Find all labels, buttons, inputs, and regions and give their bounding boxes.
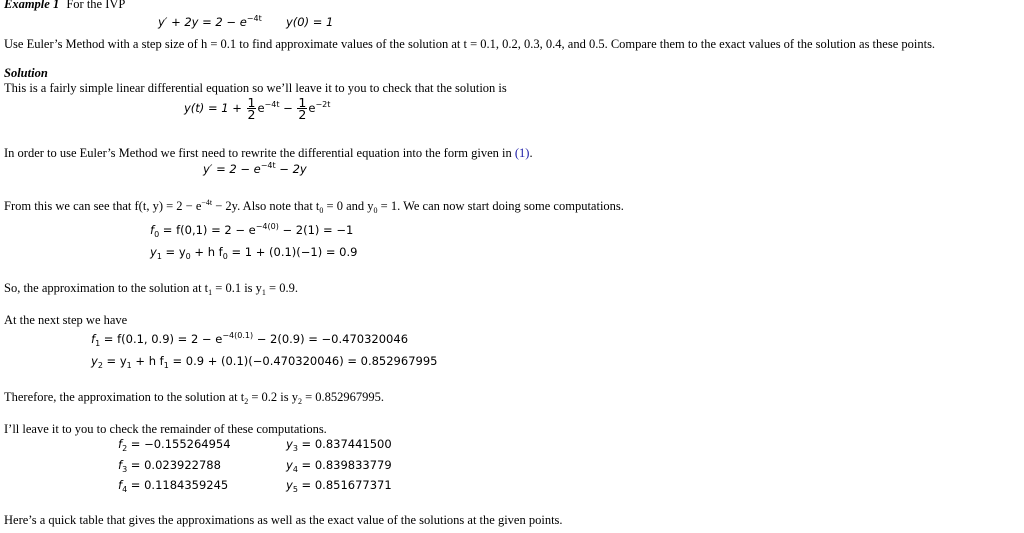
example-heading [4,0,125,11]
solution-paragraph-1: This is a fairly simple linear differential equation so we’ll leave it to you to check that the solution is [4,81,507,95]
remainder-f-row: $f_3 = 0.023922788$ [118,458,221,474]
ivp-ode: $y' + 2y = 2 - e^{-4t}$ [158,14,262,29]
solution-paragraph-2: In order to use Euler’s Method we first need to rewrite the differential equation into the form given in (1). [4,146,533,160]
solution-paragraph-3: From this we can see that f(t, $y) = 2 - e^{-4t} - 2y$. Also note that $t_0 = 0$ and $y_0 = 1$. We can now start doing some computations. [4,198,624,215]
remainder-y-row: $y_5 = 0.851677371$ [286,478,392,494]
remainder-y-row: $y_3 = 0.837441500$ [286,437,392,453]
remainder-y-row: $y_4 = 0.839833779$ [286,458,392,474]
rewritten-ode: $y' = 2 - e^{-4t} - 2y$ [203,161,307,176]
solution-paragraph-7: I’ll leave it to you to check the remainder of these computations. [4,422,327,436]
exact-solution-equation: y(t) = 1 + $\frac{1}{2}$ $e^{-4t}$ − $\frac{1}{2}$ $e^{-2t}$ [184,95,331,122]
equation-reference-link[interactable]: (1) [514,146,530,160]
solution-paragraph-5: At the next step we have [4,313,128,327]
fraction-half-1: $\frac{1}{2}$ [247,95,256,122]
solution-heading: Solution [4,66,48,80]
f1-computation: $f_1 = f(0.1$, $0.9) = 2 - e^{-4(0.1)} - 2(0.9) = -0.470320046$ [91,331,409,348]
example-task: Use Euler’s Method with a step size of h = 0.1 to find approximate values of the solution at t = 0.1, 0.2, 0.3, 0.4, and 0.5. Compare them to the exact values of the solution as these points. [4,37,936,51]
y2-computation: $y_2 = y_1 + h$ $f_1 = 0.9 + (0.1)(-0.470320046) = 0.852967995$ [91,354,438,370]
solution-paragraph-4: So, the approximation to the solution at $t_1 = 0.1$ is $y_1 = 0.9$. [4,281,298,297]
remainder-f-row: $f_2 = -0.155264954$ [118,437,231,453]
ivp-initial-condition: y(0) = 1 [286,15,334,29]
remainder-f-row: $f_4 = 0.1184359245$ [118,478,229,494]
f0-computation: $f_0 = f(0,1) = 2 - e^{-4(0)} - 2(1) = -1$ [150,222,354,239]
solution-paragraph-8: Here’s a quick table that gives the approximations as well as the exact value of the solutions at the given points. [4,513,563,527]
solution-paragraph-6: Therefore, the approximation to the solution at $t_2 = 0.2$ is $y_2 = 0.852967995$. [4,390,385,406]
fraction-half-2: $\frac{1}{2}$ [298,95,307,122]
y1-computation: $y_1 = y_0 + h$ $f_0 = 1 + (0.1)(-1) = 0.9$ [150,245,358,261]
example-intro: For the IVP [66,0,126,11]
example-label: Example 1 [4,0,60,11]
